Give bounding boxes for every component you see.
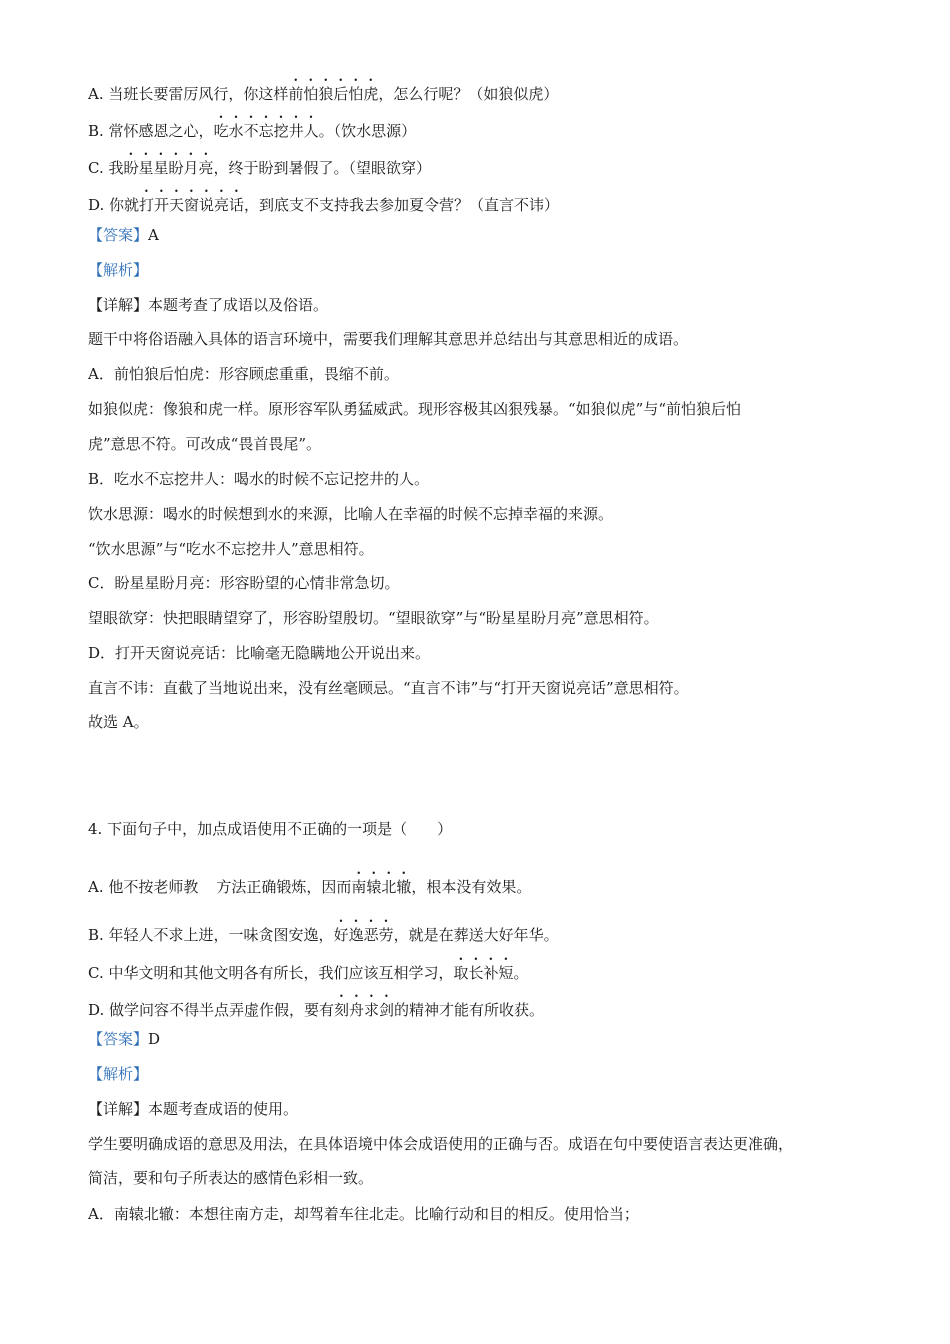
q3-detail-line: 【详解】本题考查了成语以及俗语。 <box>88 296 329 314</box>
q4-option-b: B. 年轻人不求上进，一味贪图安逸，好逸恶劳，就是在葬送大好年华。 <box>88 926 559 944</box>
q3-detail-line: 望眼欲穿：快把眼睛望穿了，形容盼望殷切。“望眼欲穿”与“盼星星盼月亮”意思相符。 <box>88 609 659 627</box>
q4-detail-line: A．南辕北辙：本想往南方走，却驾着车往北走。比喻行动和目的相反。使用恰当； <box>88 1205 639 1223</box>
answer-tag: 【答案】 <box>88 1030 149 1048</box>
q3-detail-line: A．前怕狼后怕虎：形容顾虑重重，畏缩不前。 <box>88 365 399 383</box>
q4-option-b-idiom: 好逸恶劳 <box>333 926 394 944</box>
answer-value: A <box>148 226 159 244</box>
q3-answer <box>88 225 159 245</box>
q4-option-a-idiom: 南辕北辙 <box>351 878 412 896</box>
q4-detail-line: 【详解】本题考查成语的使用。 <box>88 1100 299 1118</box>
q4-option-d: D. 做学问容不得半点弄虚作假，要有刻舟求剑的精神才能有所收获。 <box>88 1001 545 1019</box>
q4-question: 4. 下面句子中，加点成语使用不正确的一项是（ ） <box>88 820 453 838</box>
q4-option-a: A. 他不按老师教 方法正确锻炼，因而南辕北辙，根本没有效果。 <box>88 878 532 896</box>
q3-option-c-idiom: 盼星星盼月亮 <box>123 159 214 177</box>
q3-option-a-idiom: 前怕狼后怕虎 <box>288 85 379 103</box>
q4-detail-line: 学生要明确成语的意思及用法，在具体语境中体会成语使用的正确与否。成语在句中要使语言表达更准确， <box>88 1135 794 1153</box>
q3-detail-line: 饮水思源：喝水的时候想到水的来源，比喻人在幸福的时候不忘掉幸福的来源。 <box>88 505 614 523</box>
answer-value: D <box>148 1030 161 1048</box>
q3-option-b: B. 常怀感恩之心，吃水不忘挖井人。（饮水思源） <box>88 122 417 140</box>
q3-option-b-idiom: 吃水不忘挖井人 <box>213 122 319 140</box>
q3-detail-line: 题干中将俗语融入具体的语言环境中，需要我们理解其意思并总结出与其意思相近的成语。 <box>88 330 689 348</box>
q4-option-d-idiom: 刻舟求剑 <box>334 1001 395 1019</box>
q3-option-d-idiom: 打开天窗说亮话 <box>139 196 245 214</box>
q3-detail-line: D．打开天窗说亮话：比喻毫无隐瞒地公开说出来。 <box>88 644 431 662</box>
q3-detail-line: 直言不讳：直截了当地说出来，没有丝毫顾忌。“直言不讳”与“打开天窗说亮话”意思相符。 <box>88 679 689 697</box>
q3-detail-line: 如狼似虎：像狼和虎一样。原形容军队勇猛威武。现形容极其凶狠残暴。“如狼似虎”与“前怕狼后怕 <box>88 400 742 418</box>
q3-analysis-tag: 【解析】 <box>88 261 149 279</box>
q3-detail-line: “饮水思源”与“吃水不忘挖井人”意思相符。 <box>88 540 374 558</box>
q3-detail-line: B．吃水不忘挖井人：喝水的时候不忘记挖井的人。 <box>88 470 430 488</box>
q4-detail-line: 简洁，要和句子所表达的感情色彩相一致。 <box>88 1169 374 1187</box>
q3-conclusion: 故选 A。 <box>88 713 149 731</box>
q3-option-d: D. 你就打开天窗说亮话，到底支不支持我去参加夏令营？（直言不讳） <box>88 196 560 214</box>
q4-answer <box>88 1029 160 1049</box>
q4-option-c: C. 中华文明和其他文明各有所长，我们应该互相学习，取长补短。 <box>88 964 529 982</box>
q4-analysis-tag: 【解析】 <box>88 1065 149 1083</box>
answer-tag: 【答案】 <box>88 226 149 244</box>
q3-option-a: A. 当班长要雷厉风行，你这样前怕狼后怕虎，怎么行呢？（如狼似虎） <box>88 85 559 103</box>
q3-detail-line: C．盼星星盼月亮：形容盼望的心情非常急切。 <box>88 574 400 592</box>
q3-option-c: C. 我盼星星盼月亮，终于盼到暑假了。（望眼欲穿） <box>88 159 432 177</box>
q4-option-c-idiom: 取长补短 <box>453 964 514 982</box>
q3-detail-line: 虎”意思不符。可改成“畏首畏尾”。 <box>88 435 322 453</box>
